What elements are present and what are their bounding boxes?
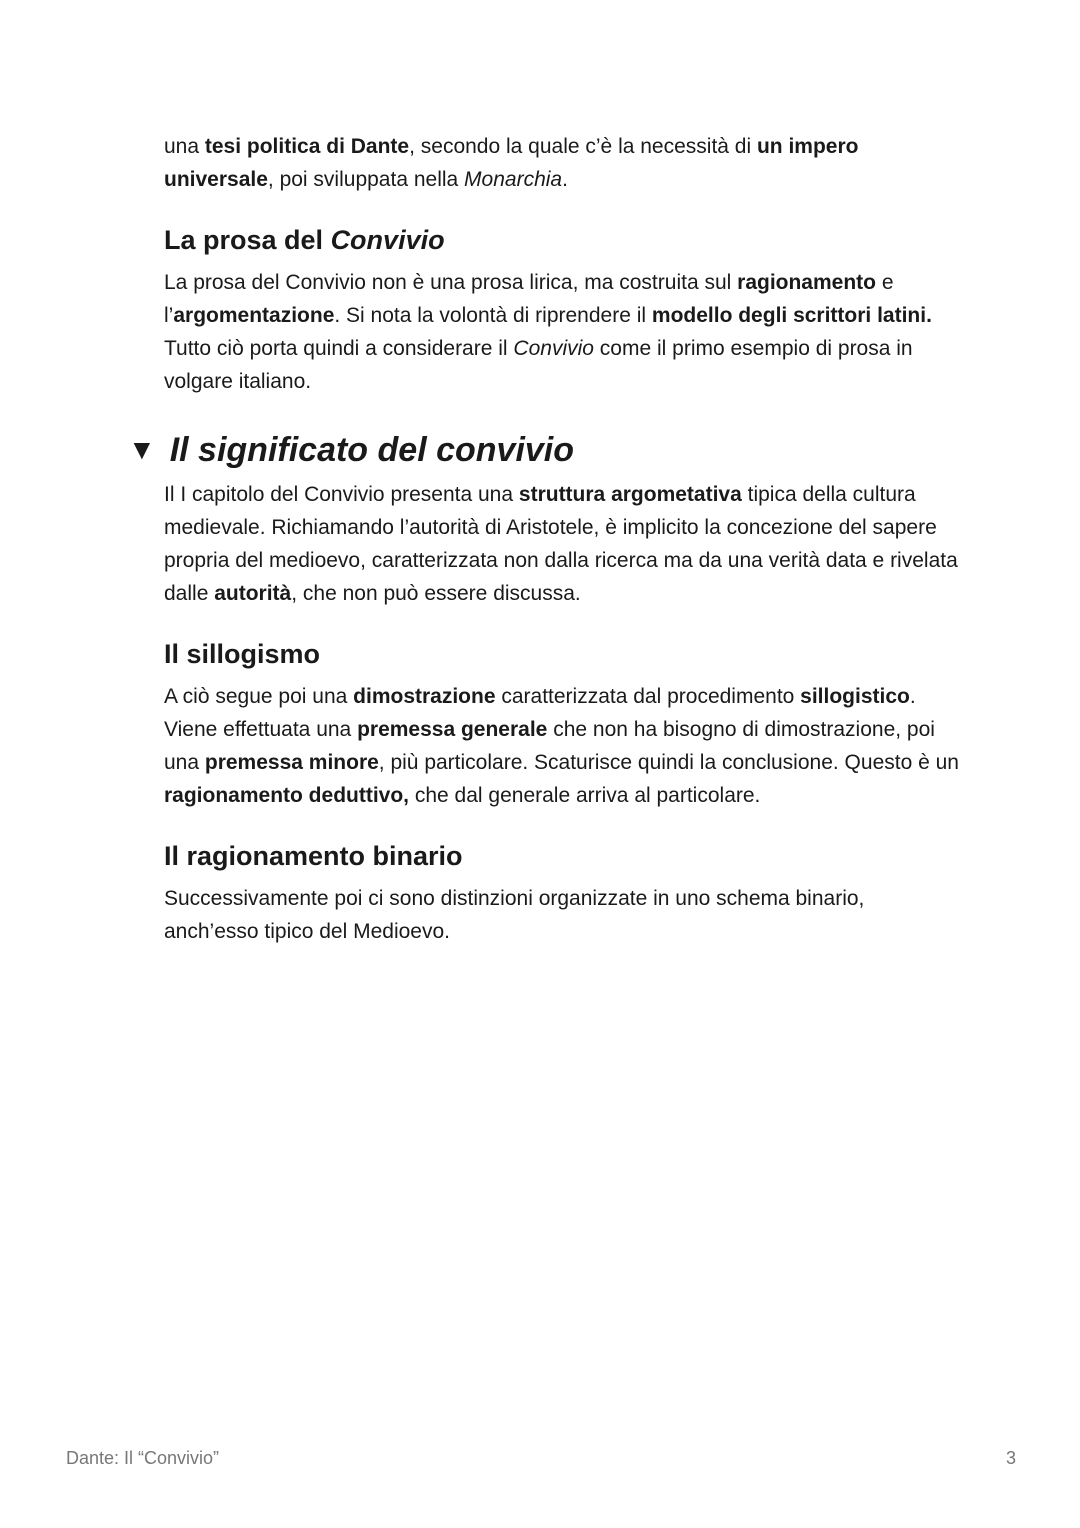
collapse-triangle-icon[interactable]: ▼ xyxy=(128,434,156,465)
paragraph-significato: Il I capitolo del Convivio presenta una struttura argometativa tipica della cultura medievale. Richiamando l’autorità di Aristotele, è implicito la concezione del sapere propria del medioevo, caratterizzata non dalla ricerca ma da una verità data e rivelata dalle autorità, che non può essere discussa. xyxy=(164,483,958,605)
section-significato-header xyxy=(128,430,574,470)
heading-prosa-convivio: La prosa del Convivio xyxy=(164,225,445,255)
footer-document-title: Dante: Il “Convivio” xyxy=(66,1448,220,1468)
heading-ragionamento-binario: Il ragionamento binario xyxy=(164,841,463,871)
heading-sillogismo: Il sillogismo xyxy=(164,639,321,669)
paragraph-sillogismo: A ciò segue poi una dimostrazione caratterizzata dal procedimento sillogistico. Viene effettuata una premessa generale che non ha bisogno di dimostrazione, poi una premessa minore, più particolare. Scaturisce quindi la conclusione. Questo è un ragionamento deduttivo, che dal generale arriva al particolare. xyxy=(164,685,959,807)
heading-significato: Il significato del convivio xyxy=(169,431,575,469)
paragraph-binario: Successivamente poi ci sono distinzioni organizzate in uno schema binario, anch’esso tipico del Medioevo. xyxy=(164,887,865,943)
paragraph-prosa: La prosa del Convivio non è una prosa lirica, ma costruita sul ragionamento e l’argomentazione. Si nota la volontà di riprendere il modello degli scrittori latini. Tutto ciò porta quindi a considerare il Convivio come il primo esempio di prosa in volgare italiano. xyxy=(164,271,932,393)
footer-page-number: 3 xyxy=(1005,1448,1016,1468)
paragraph-impero: una tesi politica di Dante, secondo la quale c’è la necessità di un impero universale, poi sviluppata nella Monarchia. xyxy=(164,135,859,191)
